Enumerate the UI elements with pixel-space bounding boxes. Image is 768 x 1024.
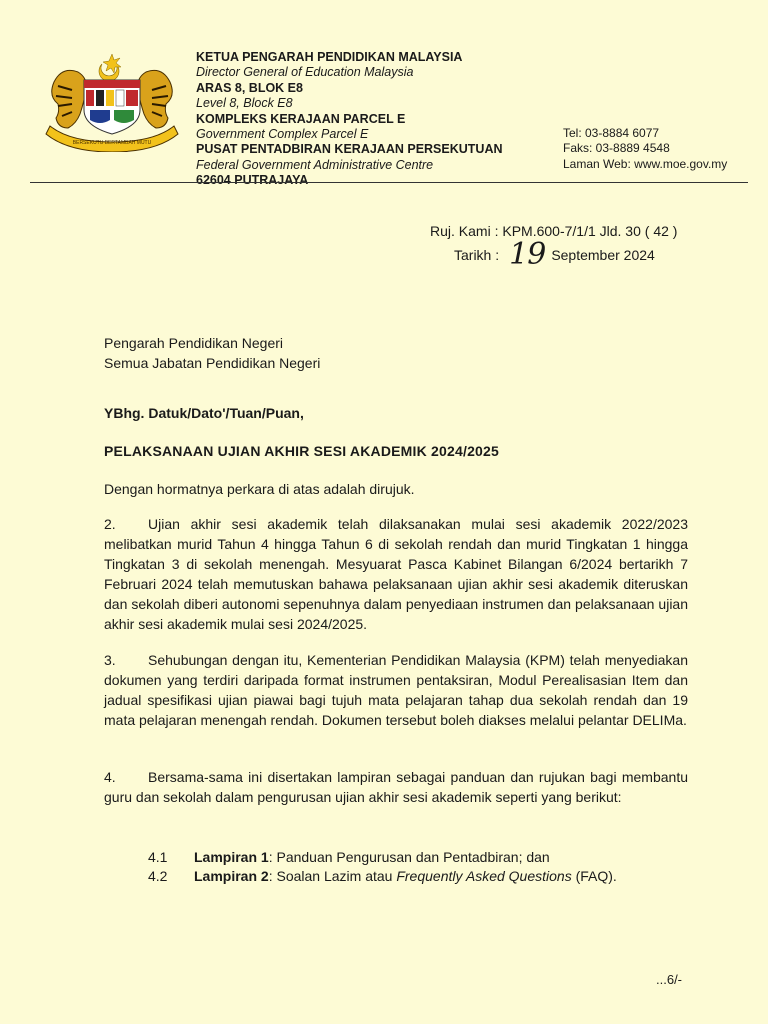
item-text-suffix: (FAQ).	[571, 868, 617, 884]
reference-block	[430, 221, 678, 272]
date-label: Tarikh :	[454, 247, 500, 263]
page-continuation-marker: ...6/-	[656, 972, 683, 987]
paragraph-number: 2.	[104, 516, 116, 532]
letterhead-contact	[563, 126, 727, 172]
malaysia-coat-of-arms-logo	[44, 52, 180, 152]
letter-subject: PELAKSANAAN UJIAN AKHIR SESI AKADEMIK 2024/2025	[104, 443, 500, 459]
item-number: 4.1	[148, 849, 168, 865]
paragraph-number: 4.	[104, 769, 116, 785]
reference-label: Ruj. Kami :	[430, 223, 499, 239]
recipient-line-1: Pengarah Pendidikan Negeri	[104, 335, 284, 351]
contact-fax: Faks: 03-8889 4548	[563, 141, 670, 156]
item-number: 4.2	[148, 868, 168, 884]
letterhead-address	[196, 50, 503, 189]
item-label: Lampiran 2	[194, 868, 269, 884]
contact-phone: Tel: 03-8884 6077	[563, 126, 660, 140]
paragraph-3	[104, 650, 688, 730]
paragraph-4	[104, 767, 688, 807]
item-text-italic: Frequently Asked Questions	[396, 868, 572, 884]
paragraph-1: Dengan hormatnya perkara di atas adalah dirujuk.	[104, 481, 415, 497]
address-postcode: 62604 PUTRAJAYA	[196, 173, 309, 188]
salutation: YBhg. Datuk/Dato'/Tuan/Puan,	[104, 405, 304, 421]
date-month-year: September 2024	[551, 247, 655, 263]
address-centre-en: Federal Government Administrative Centre	[196, 157, 434, 172]
reference-value: KPM.600-7/1/1 Jld. 30 ( 42 )	[502, 223, 678, 239]
address-centre: PUSAT PENTADBIRAN KERAJAAN PERSEKUTUAN	[196, 142, 503, 157]
attachment-item-2	[148, 866, 617, 886]
paragraph-text: Ujian akhir sesi akademik telah dilaksanakan mulai sesi akademik 2022/2023 melibatkan murid Tahun 4 hingga Tahun 6 di sekolah rendah dan murid Tingkatan 1 hingga Tingkatan 3 di sekolah menengah. Mesyuarat Pasca Kabinet Bilangan 6/2024 bertarikh 7 Februari 2024 telah memutuskan bahawa pelaksanaan ujian akhir sesi akademik diteruskan dan sekolah diberi autonomi sepenuhnya dalam penyediaan instrumen dan pelaksanaan ujian akhir sesi akademik mulai sesi 2024/2025.	[104, 516, 688, 632]
reference-row	[430, 221, 677, 241]
org-name: KETUA PENGARAH PENDIDIKAN MALAYSIA	[196, 50, 463, 64]
address-floor-en: Level 8, Block E8	[196, 96, 293, 111]
address-complex-en: Government Complex Parcel E	[196, 127, 369, 142]
recipient-block	[104, 333, 688, 373]
address-floor: ARAS 8, BLOK E8	[196, 80, 303, 95]
paragraph-2	[104, 514, 688, 634]
crest-motto: BERSEKUTU BERTAMBAH MUTU	[72, 140, 152, 146]
attachment-item-1	[148, 847, 550, 867]
handwritten-day: 19	[509, 237, 546, 272]
org-name-en: Director General of Education Malaysia	[196, 65, 414, 80]
date-row	[430, 237, 677, 272]
paragraph-text: Sehubungan dengan itu, Kementerian Pendidikan Malaysia (KPM) telah menyediakan dokumen yang terdiri daripada format instrumen pentaksiran, Modul Perealisasian Item dan jadual spesifikasi ujian piawai bagi tujuh mata pelajaran tahap dua sekolah rendah dan 19 mata pelajaran menengah rendah. Dokumen tersebut boleh diakses melalui pelantar DELIMa.	[104, 652, 688, 728]
item-text: : Panduan Pengurusan dan Pentadbiran; dan	[268, 849, 550, 865]
address-complex: KOMPLEKS KERAJAAN PARCEL E	[196, 111, 406, 126]
item-label: Lampiran 1	[194, 849, 269, 865]
contact-website: Laman Web: www.moe.gov.my	[563, 156, 728, 171]
paragraph-text: Bersama-sama ini disertakan lampiran sebagai panduan dan rujukan bagi membantu guru dan sekolah dalam pengurusan ujian akhir sesi akademik seperti yang berikut:	[104, 769, 688, 805]
recipient-line-2: Semua Jabatan Pendidikan Negeri	[104, 355, 321, 371]
paragraph-number: 3.	[104, 652, 116, 668]
header-divider	[30, 182, 748, 183]
item-text: : Soalan Lazim atau	[268, 868, 397, 884]
